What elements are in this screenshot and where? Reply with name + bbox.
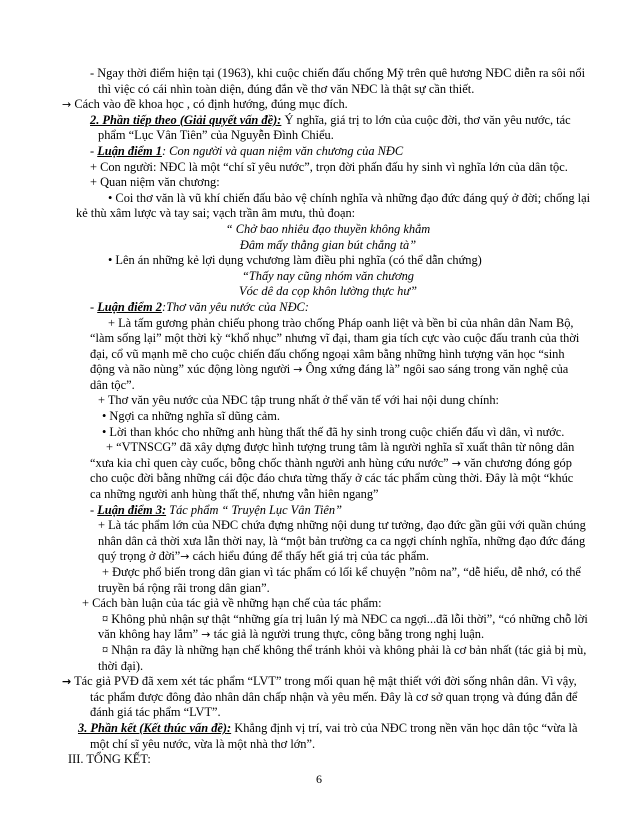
text-line: cách hiểu đúng để thấy hết giá trị của tác phẩm. (189, 549, 429, 564)
paragraph (62, 627, 594, 643)
page-number: 6 (316, 772, 322, 786)
arrow-icon: → (62, 675, 72, 689)
text-line: tác phẩm được đông đảo nhân dân chấp nhận và yêu mến. Đây là cơ sở quan trọng và đúng đắn để (90, 689, 578, 704)
text-line: ¤ Nhận ra đây là những hạn chế không thể tránh khỏi và không phải là cơ bản nhất (tác giả bị mù, (102, 642, 587, 657)
text-line: ca những người anh hùng thất thế, nhưng vẫn hiên ngang” (90, 487, 379, 502)
paragraph (62, 66, 594, 82)
heading-label: Luận điểm 3: (97, 502, 167, 517)
text-line: + Con người: NĐC là một “chí sĩ yêu nước”, trọn đời phấn đấu hy sinh vì nghĩa lớn của dân tộc. (90, 159, 568, 174)
text-line: Khẳng định vị trí, vai trò của NĐC trong nền văn học dân tộc “vừa là (231, 720, 578, 735)
section-heading (62, 113, 594, 129)
arrow-icon: → (62, 98, 72, 112)
text-line: + Được phổ biến trong dân gian vì tác phẩm có lối kể chuyện ”nôm na”, “dễ hiểu, dễ nhớ, có thể (102, 565, 581, 579)
heading-label: Luận điểm 2 (97, 299, 162, 314)
arrow-icon: → (293, 363, 303, 377)
paragraph (62, 549, 594, 565)
section-heading (62, 721, 594, 737)
text-line: + Quan niệm văn chương: (90, 175, 220, 190)
text-line: • Ngợi ca những nghĩa sĩ dũng cảm. (102, 409, 280, 424)
text-line: Ông xứng đáng là” ngôi sao sáng trong văn nghệ của (302, 362, 569, 377)
text-line: • Coi thơ văn là vũ khí chiến đấu bảo vệ chính nghĩa và những đạo đức đáng quý ở đời; chống lại (108, 190, 591, 205)
text-line: : Con người và quan niệm văn chương của NĐC (161, 143, 404, 158)
text-line: văn chương đóng góp (460, 455, 572, 470)
text-line: văn không hay lắm” (98, 627, 199, 642)
text-line: + Là tấm gương phản chiếu phong trào chống Pháp oanh liệt và bền bỉ của nhân dân Nam Bộ, (108, 315, 574, 330)
text-line: Cách vào đề khoa học , có định hướng, đúng mục đích. (74, 97, 348, 112)
section-heading: III. TỔNG KẾT: (68, 752, 151, 767)
text-line: - Ngay thời điểm hiện tại (1963), khi cuộc chiến đấu chống Mỹ trên quê hương NĐC diễn ra sôi nổi (90, 66, 586, 80)
text-line: nhân dân cả thời xưa lẫn thời nay, là “một bản trường ca ca ngợi chính nghĩa, những đạo đức đáng (98, 533, 586, 548)
text-line: kẻ thù xâm lược và tay sai; vạch trần âm mưu, thủ đoạn: (76, 206, 356, 221)
poem-line: Đâm mấy thằng gian bút chẳng tà” (239, 237, 417, 252)
text-line: phẩm “Lục Vân Tiên” của Nguyễn Đình Chiểu. (98, 128, 334, 143)
point-heading (62, 300, 594, 316)
paragraph (62, 674, 594, 690)
text-line: :Thơ văn yêu nước của NĐC: (161, 299, 309, 314)
heading-label: Luận điểm 1 (97, 143, 162, 158)
arrow-icon: → (180, 550, 190, 564)
text-line: + Cách bàn luận của tác giả về những hạn chế của tác phẩm: (82, 596, 382, 611)
text-line: Tác phẩm “ Truyện Lục Vân Tiên” (166, 502, 342, 517)
text-line: + “VTNSCG” đã xây dựng được hình tượng trung tâm là người nghĩa sĩ xuất thân từ nông dân (106, 440, 575, 455)
paragraph (62, 97, 594, 113)
point-heading (62, 503, 594, 519)
paragraph (62, 362, 594, 378)
text-line: “làm sống lại” một thời kỳ “khổ nhục” nhưng vĩ đại, tham gia tích cực vào cuộc đấu tranh của thời (90, 331, 580, 346)
text-line: thì việc có cái nhìn toàn diện, đúng đắn về thơ văn NĐC là thật sự cần thiết. (98, 81, 475, 96)
text-line: thời đại). (98, 658, 144, 673)
text-line: đánh giá tác phẩm “LVT”. (90, 705, 221, 720)
text-line: • Lên án những kẻ lợi dụng vchương làm điều phi nghĩa (có thể dẫn chứng) (108, 253, 482, 268)
text-line: đại, cổ vũ mạnh mẽ cho cuộc chiến đấu chống ngoại xâm bằng những hình tượng văn học “sinh (90, 346, 565, 361)
poem-line: “ Chở bao nhiêu đạo thuyền không khẳm (225, 221, 431, 236)
text-line: dân tộc”. (90, 377, 135, 392)
text-line: “xưa kia chỉ quen cày cuốc, bỗng chốc thành người anh hùng cứu nước” (90, 455, 449, 470)
dash: - (90, 143, 98, 158)
text-line: tác giả là người trung thực, công bằng trong nghị luận. (210, 627, 485, 642)
arrow-icon: → (201, 628, 211, 642)
text-line: quý trọng ở đời” (98, 549, 181, 564)
text-line: truyền bá rộng rãi trong dân gian”. (98, 580, 270, 595)
text-line: Ý nghĩa, giá trị to lớn của cuộc đời, thơ văn yêu nước, tác (281, 112, 571, 127)
point-heading (62, 144, 594, 160)
text-line: + Thơ văn yêu nước của NĐC tập trung nhất ở thể văn tế với hai nội dung chính: (98, 393, 499, 408)
poem-line: “Thấy nay cũng nhóm văn chương (241, 268, 415, 283)
heading-label: 3. Phần kết (Kết thúc vấn đề): (78, 720, 232, 735)
dash: - (90, 502, 98, 517)
text-line: • Lời than khóc cho những anh hùng thất thế đã hy sinh trong cuộc chiến đấu vì dân, vì nước. (102, 424, 565, 439)
paragraph (62, 456, 594, 472)
arrow-icon: → (451, 456, 461, 470)
text-line: ¤ Không phủ nhận sự thật “những gía trị luân lý mà NĐC ca ngợi...đã lỗi thời”, “có những chỗ lời (102, 611, 588, 626)
text-line: động và não nùng” xúc động lòng người (90, 362, 291, 377)
poem-line: Vóc dê da cọp khôn lường thực hư” (239, 284, 417, 299)
text-line: Tác giả PVĐ đã xem xét tác phẩm “LVT” trong mối quan hệ mật thiết với đời sống nhân dân. Vì vậy, (74, 674, 577, 689)
text-line: cho cuộc đời bằng những cái độc đáo chưa từng thấy ở các tác phẩm cùng thời. Đây là một “khúc (90, 471, 574, 486)
heading-label: 2. Phần tiếp theo (Giải quyết vấn đề): (90, 112, 282, 127)
dash: - (90, 299, 98, 314)
text-line: một chí sĩ yêu nước, vừa là một nhà thơ lớn”. (90, 736, 316, 751)
text-line: + Là tác phẩm lớn của NĐC chứa đựng những nội dung tư tưởng, đạo đức gần gũi với quần chúng (98, 518, 586, 533)
